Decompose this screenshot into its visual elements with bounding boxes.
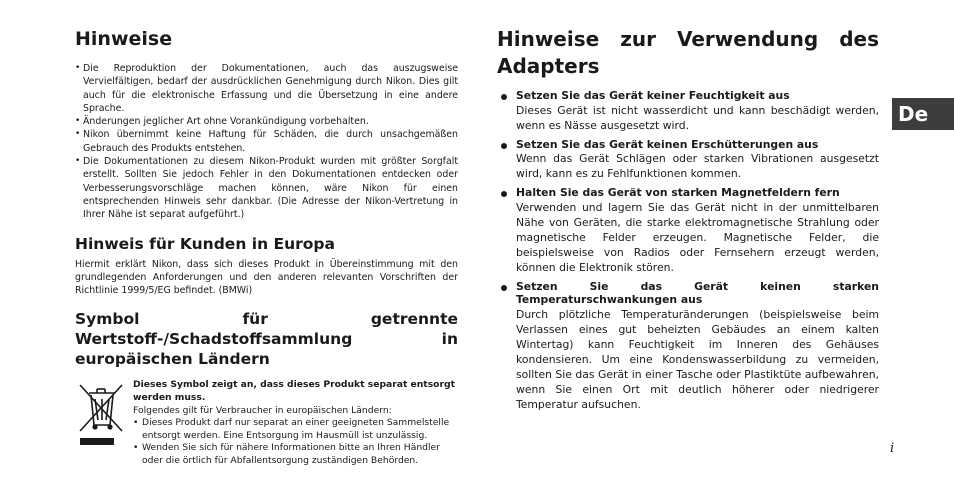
bullet-icon: • <box>133 417 139 429</box>
left-column <box>75 26 458 468</box>
notice-item: • Nikon übernimmt keine Haftung für Schäden, die durch unsachgemäßen Gebrauch des Produkts entstehen. <box>75 129 458 154</box>
notice-item: • Änderungen jeglicher Art ohne Vorankündigung vorbehalten. <box>75 116 369 128</box>
right-column <box>497 26 879 417</box>
page-number: i <box>890 441 895 456</box>
adapter-note <box>497 280 879 412</box>
crossed-out-wheelie-bin-icon <box>75 379 125 467</box>
adapter-note-body: Durch plötzliche Temperaturänderungen (beispielsweise beim Verlassen eines gut beheizten Gebäudes an einem kalten Wintertag) kann Feuchtigkeit im Inneren des Gehäuses kondensieren. Um eine Kondenswasserbildung zu vermeiden, sollten Sie das Gerät in einer Tasche oder Plastiktüte aufbewahren, wenn Sie einen Ort mit deutlich höherer oder niedrigerer Temperatur aufsuchen. <box>516 307 879 411</box>
europe-heading: Hinweis für Kunden in Europa <box>75 234 335 253</box>
weee-list <box>133 417 458 467</box>
bullet-icon <box>501 94 507 100</box>
adapter-note-body: Verwenden und lagern Sie das Gerät nicht in der unmittelbaren Nähe von Geräten, die starke elektromagnetische Strahlung oder magnetische Felder erzeugen. Magnetische Felder, die beispielsweise von Radios oder Fernsehern erzeugt werden, können die Elektronik stören. <box>516 200 879 274</box>
adapter-notes-list <box>497 89 879 412</box>
notices-list <box>75 62 458 222</box>
bullet-icon <box>501 143 507 149</box>
symbol-heading: Symbol für getrennte Wertstoff-/Schadstoffsammlung in europäischen Ländern <box>75 310 458 369</box>
europe-text: Hiermit erklärt Nikon, dass sich dieses Produkt in Übereinstimmung mit den grundlegenden Anforderungen und den anderen relevanten Vorschriften der Richtlinie 1999/5/EG befindet. (BMWi) <box>75 258 458 297</box>
adapter-note <box>497 89 879 133</box>
bullet-icon <box>501 285 507 291</box>
bullet-icon: • <box>75 63 81 73</box>
weee-item: • Dieses Produkt darf nur separat an einer geeigneten Sammelstelle entsorgt werden. Eine Entsorgung im Hausmüll ist unzulässig. <box>133 417 450 441</box>
adapter-note-heading: Halten Sie das Gerät von starken Magnetfeldern fern <box>516 186 840 199</box>
weee-intro: Folgendes gilt für Verbraucher in europäischen Ländern: <box>133 404 392 416</box>
adapter-note <box>497 138 879 182</box>
adapter-note <box>497 186 879 275</box>
adapter-note-heading: Setzen Sie das Gerät keinen starken Temperaturschwankungen aus <box>516 279 879 306</box>
bullet-icon: • <box>75 129 81 140</box>
bullet-icon: • <box>75 116 81 127</box>
language-tab: De <box>892 98 954 130</box>
adapter-note-body: Wenn das Gerät Schlägen oder starken Vibrationen ausgesetzt wird, kann es zu Fehlfunktionen kommen. <box>516 152 879 180</box>
notice-item: • Die Dokumentationen zu diesem Nikon-Produkt wurden mit größter Sorgfalt erstellt. Sollten Sie jedoch Fehler in den Dokumentationen entdecken oder Verbesserungsvorschläge machen können, wäre Nikon für einen entsprechenden Hinweis sehr dankbar. (Die Adresse der Nikon-Vertretung in Ihrer Nähe ist separat aufgeführt.) <box>75 156 458 221</box>
adapter-notes-title: Hinweise zur Verwendung des Adapters <box>497 27 879 78</box>
weee-block <box>75 379 458 467</box>
weee-lead: Dieses Symbol zeigt an, dass dieses Produkt separat entsorgt werden muss. <box>133 379 455 404</box>
bullet-icon: • <box>75 156 81 167</box>
adapter-note-body: Dieses Gerät ist nicht wasserdicht und kann beschädigt werden, wenn es Nässe ausgesetzt wird. <box>516 103 879 132</box>
weee-item: • Wenden Sie sich für nähere Informationen bitte an Ihren Händler oder die örtlich für Abfallentsorgung zuständigen Behörden. <box>133 442 440 467</box>
adapter-note-heading: Setzen Sie das Gerät keinen Erschütterungen aus <box>516 137 819 151</box>
notices-title: Hinweise <box>75 28 173 50</box>
bullet-icon: • <box>133 442 139 454</box>
adapter-note-heading: Setzen Sie das Gerät keiner Feuchtigkeit aus <box>516 89 790 102</box>
notice-item: • Die Reproduktion der Dokumentationen, auch das auszugsweise Vervielfältigen, bedarf der ausdrücklichen Genehmigung durch Nikon. Dies gilt auch für die elektronische Erfassung und die Übersetzung in eine andere Sprache. <box>75 63 458 114</box>
bullet-icon <box>501 191 507 197</box>
weee-text <box>133 379 458 467</box>
